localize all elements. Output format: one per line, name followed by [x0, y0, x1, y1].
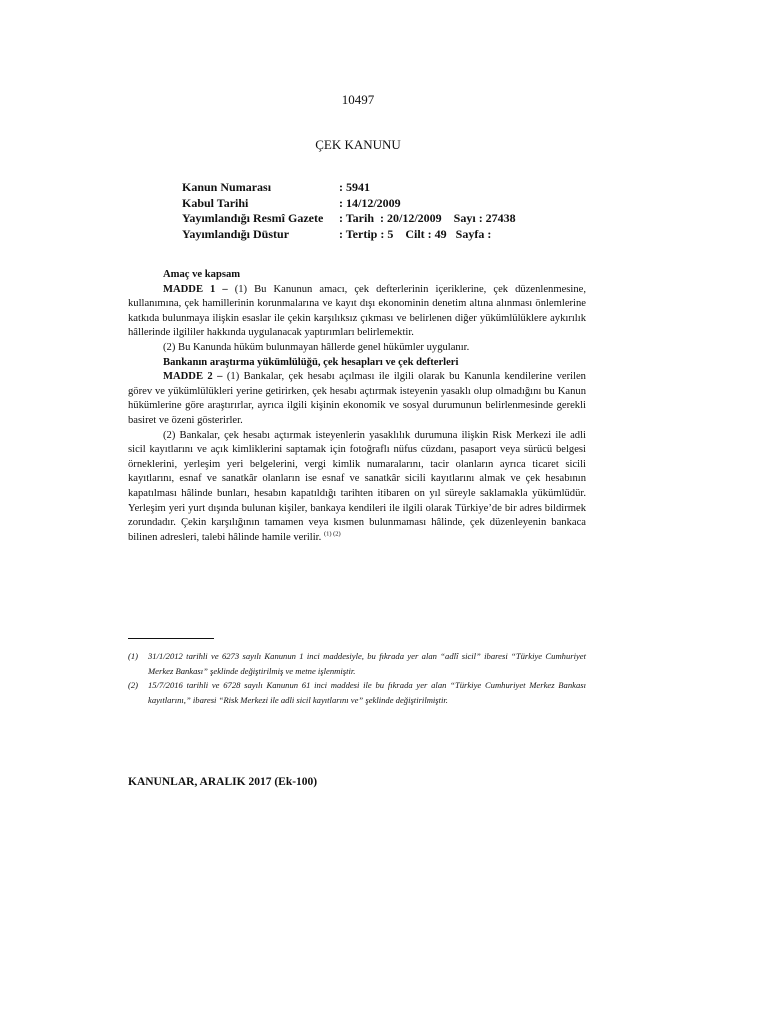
page-number: 10497: [341, 92, 375, 107]
footnotes: [128, 649, 586, 707]
article-1-paragraph-2: (2) Bu Kanunda hüküm bulunmayan hâllerde genel hükümler uygulanır.: [163, 341, 470, 353]
dustur-label: Yayımlandığı Düstur: [182, 226, 290, 241]
article-2-paragraph-2-text: (2) Bankalar, çek hesabı açtırmak isteyenlerin yasaklılık durumuna ilişkin Risk Merkezi ile adli sicil kayıtlarını ve açık kimliklerini saptamak için fotoğraflı nüfus cüzdanı, pasaport veya sürücü belgesi örneklerini, yerleşim yeri belgelerini, vergi kimlik numaralarını, tacir olanların ayrıca ticaret sicili kayıtlarını, esnaf ve sanatkâr olanların ise esnaf ve sanatkâr sicili kayıtlarını almak ve çek hesabının kapatılması hâlinde bunları, hesabın kapatıldığı tarihten itibaren on yıl süreyle saklamakla yükümlüdür. Yerleşim yeri yurt dışında bulunan kişiler, bankaya kendileri ile ilgili olarak Türkiye’de bir adres bildirmek zorundadır. Çekin karşılığının tamamen veya kısmen bulunmaması hâlinde, çek düzenleyenin bankaca bilinen adresleri, talebi hâlinde hamile verilir.: [128, 429, 586, 543]
article-2-paragraph-2: [128, 429, 586, 546]
footnote-2: [128, 678, 586, 707]
article-2-paragraph-1: [128, 370, 586, 428]
footnote-references: (1) (2): [323, 530, 341, 538]
section-heading-purpose: Amaç ve kapsam: [163, 269, 241, 280]
acceptance-date-label: Kabul Tarihi: [182, 195, 249, 210]
law-number-row: [182, 180, 516, 196]
footnote-2-text: 15/7/2016 tarihli ve 6728 sayılı Kanunun 61 inci maddesi ile bu fıkrada yer alan “Türkiye Cumhuriyet Merkez Bankası kayıtlarını,” ibaresi “Risk Merkezi ile adli sicil kayıtlarını ve” şeklinde değiştirilmiştir.: [148, 680, 586, 705]
running-footer: KANUNLAR, ARALIK 2017 (Ek-100): [128, 776, 318, 788]
section-heading-bank-duties: Bankanın araştırma yükümlülüğü, çek hesapları ve çek defterleri: [163, 356, 459, 368]
acceptance-date-row: [182, 196, 516, 212]
article-1-label: MADDE 1 –: [163, 283, 228, 295]
footnote-1-mark: (1): [128, 651, 139, 661]
dustur-row: [182, 227, 516, 243]
law-number-value: : 5941: [339, 180, 370, 194]
article-2-paragraph-1-text: (1) Bankalar, çek hesabı açılması ile ilgili olarak bu Kanunla kendilerine verilen görev ve yükümlülükleri yerine getirirken, çek hesabı açtırmak isteyenin yasaklı olup olmadığını bu Kanun hükümlerine göre araştırırlar, ayrıca ilgili kişinin ekonomik ve sosyal durumunun belirlenmesinde gerekli basiret ve özeni gösterirler.: [128, 371, 586, 426]
article-2-label: MADDE 2 –: [163, 371, 223, 383]
footnote-1-text: 31/1/2012 tarihli ve 6273 sayılı Kanunun 1 inci maddesiyle, bu fıkrada yer alan “adlî sicil” ibaresi “Türkiye Cumhuriyet Merkez Bankası” şeklinde değiştirilmiş ve metne işlenmiştir.: [148, 651, 586, 676]
footnote-separator: [128, 638, 214, 639]
law-number-label: Kanun Numarası: [182, 180, 272, 194]
article-1-paragraph-1-text: (1) Bu Kanunun amacı, çek defterlerinin içeriklerine, çek düzenlenmesine, kullanımına, çek hamillerinin korunmalarına ve kayıt dışı ekonominin denetim altına alınması önlemlerine katkıda bulunmaya ilişkin esaslar ile çekin karşılıksız çıkması ve belirlenen diğer yükümlülüklere aykırılık hâllerinde ilgililer hakkında uygulanacak yaptırımları belirlemektir.: [128, 283, 586, 339]
article-1-paragraph-1: [128, 283, 586, 341]
footnote-1: [128, 649, 586, 678]
gazette-label: Yayımlandığı Resmî Gazete: [182, 211, 324, 225]
dustur-value: : Tertip : 5 Cilt : 49 Sayfa :: [339, 226, 492, 241]
footnote-2-mark: (2): [128, 680, 139, 690]
law-metadata: [182, 180, 516, 242]
gazette-row: [182, 211, 516, 227]
law-title: ÇEK KANUNU: [315, 137, 401, 152]
gazette-value: : Tarih : 20/12/2009 Sayı : 27438: [339, 211, 516, 225]
acceptance-date-value: : 14/12/2009: [339, 195, 401, 210]
law-body: [128, 268, 586, 545]
